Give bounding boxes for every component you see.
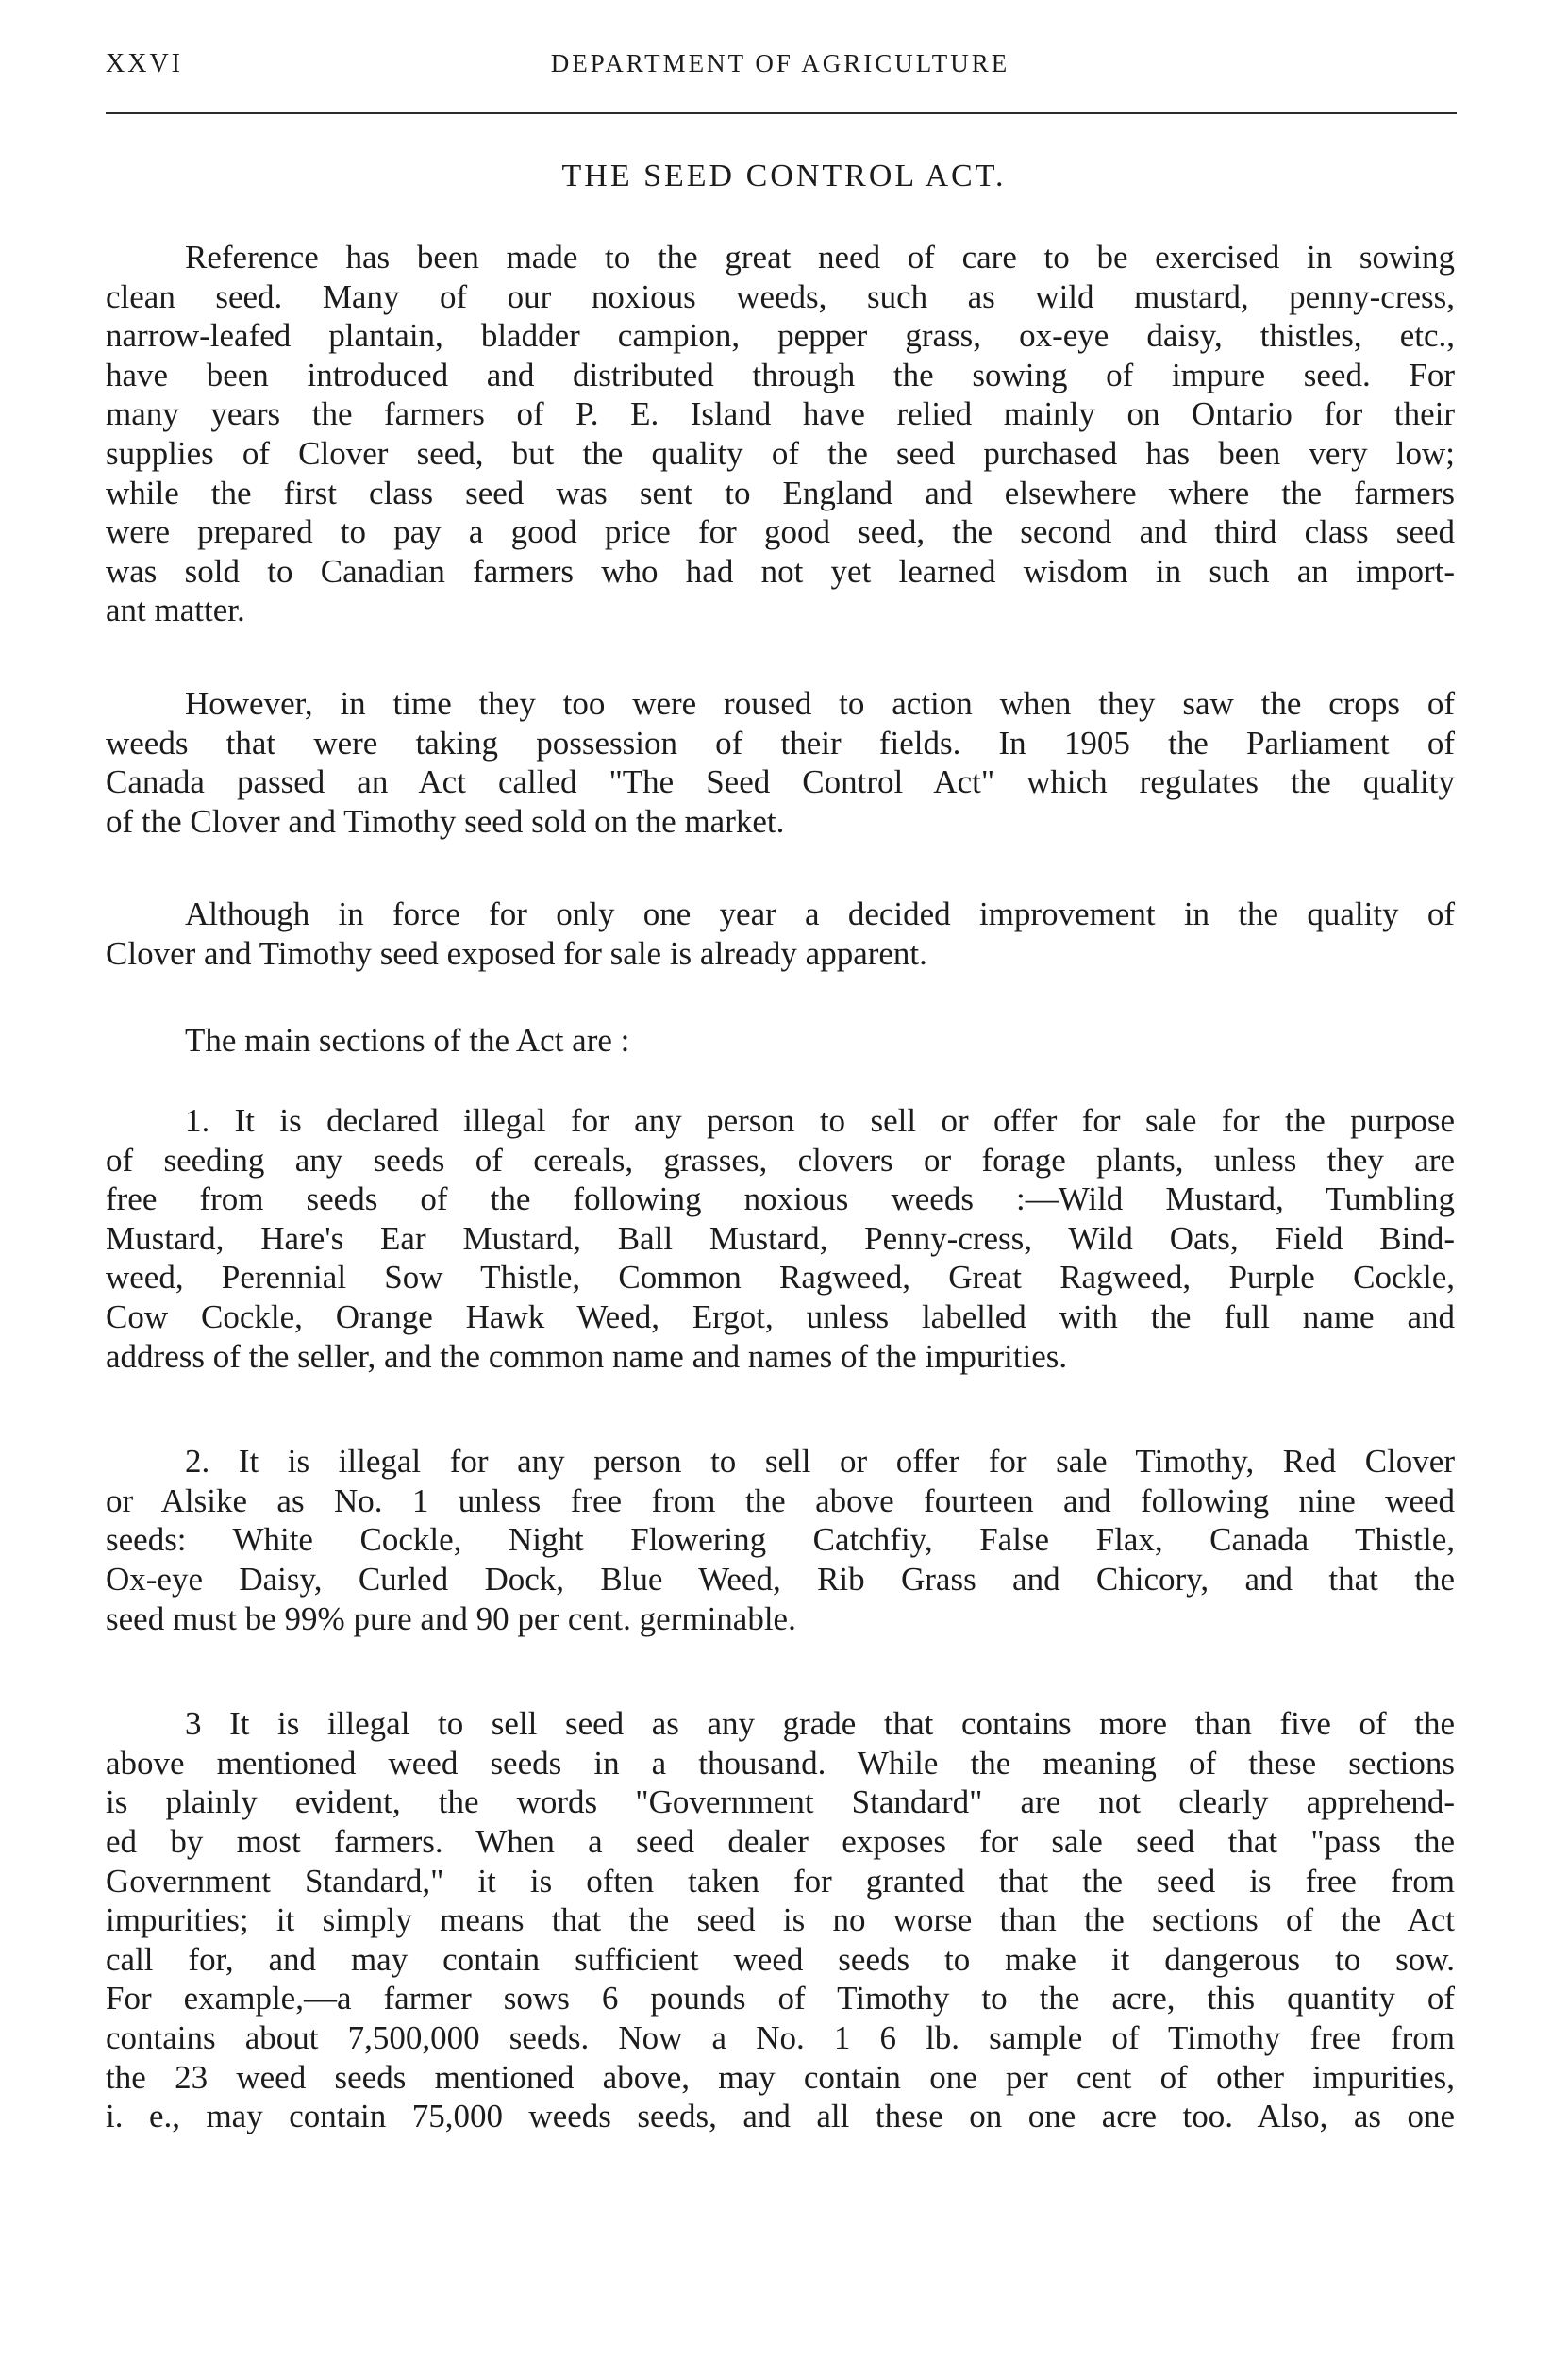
text-line: ed by most farmers. When a seed dealer exposes for sale seed that "pass the <box>106 1823 1455 1860</box>
text-line: above mentioned weed seeds in a thousand. While the meaning of these sections <box>106 1744 1455 1782</box>
text-line: contains about 7,500,000 seeds. Now a No. 1 6 lb. sample of Timothy free from <box>106 2018 1455 2056</box>
header-rule <box>106 112 1457 114</box>
text-line: of the Clover and Timothy seed sold on the market. <box>106 802 785 840</box>
text-line: supplies of Clover seed, but the quality of the seed purchased has been very low; <box>106 434 1455 472</box>
running-head: DEPARTMENT OF AGRICULTURE <box>550 49 1010 77</box>
text-line: clean seed. Many of our noxious weeds, such as wild mustard, penny-cress, <box>106 277 1455 315</box>
section-3 <box>106 1704 1455 2136</box>
text-line: narrow-leafed plantain, bladder campion, pepper grass, ox-eye daisy, thistles, etc., <box>106 317 1455 355</box>
section-2 <box>106 1442 1455 1638</box>
text-line: ant matter. <box>106 592 245 629</box>
text-line: was sold to Canadian farmers who had not yet learned wisdom in such an import- <box>106 552 1455 590</box>
page-header <box>106 49 1455 96</box>
text-line: or Alsike as No. 1 unless free from the above fourteen and following nine weed <box>106 1481 1455 1519</box>
text-line: Although in force for only one year a decided improvement in the quality of <box>185 895 1455 933</box>
text-line: Canada passed an Act called "The Seed Control Act" which regulates the quality <box>106 763 1455 801</box>
text-line: address of the seller, and the common name and names of the impurities. <box>106 1337 1068 1375</box>
text-line: were prepared to pay a good price for good seed, the second and third class seed <box>106 513 1455 551</box>
text-line: However, in time they too were roused to action when they saw the crops of <box>185 684 1455 722</box>
text-line: is plainly evident, the words "Government Standard" are not clearly apprehend- <box>106 1783 1455 1821</box>
text-line: free from seeds of the following noxious weeds :—Wild Mustard, Tumbling <box>106 1180 1455 1218</box>
text-line: The main sections of the Act are : <box>185 1021 630 1059</box>
text-line: Clover and Timothy seed exposed for sale is already apparent. <box>106 934 927 972</box>
paragraph-intro <box>106 238 1455 630</box>
text-line: many years the farmers of P. E. Island have relied mainly on Ontario for their <box>106 395 1455 433</box>
section-title: THE SEED CONTROL ACT. <box>561 159 1007 193</box>
text-line: weed, Perennial Sow Thistle, Common Ragweed, Great Ragweed, Purple Cockle, <box>106 1259 1455 1297</box>
text-line: seed must be 99% pure and 90 per cent. germinable. <box>106 1599 796 1637</box>
text-line: 1. It is declared illegal for any person to sell or offer for sale for the purpose <box>185 1102 1455 1140</box>
text-line: the 23 weed seeds mentioned above, may contain one per cent of other impurities, <box>106 2058 1455 2096</box>
text-line: while the first class seed was sent to England and elsewhere where the farmers <box>106 474 1455 511</box>
text-line: 3 It is illegal to sell seed as any grade that contains more than five of the <box>185 1705 1455 1743</box>
text-line: Ox-eye Daisy, Curled Dock, Blue Weed, Rib Grass and Chicory, and that the <box>106 1561 1455 1598</box>
paragraph-sections-intro <box>106 1021 1455 1061</box>
body-text <box>106 238 1455 2136</box>
text-line: seeds: White Cockle, Night Flowering Catchfiy, False Flax, Canada Thistle, <box>106 1521 1455 1559</box>
section-1 <box>106 1101 1455 1376</box>
paragraph-improvement <box>106 895 1455 973</box>
text-line: i. e., may contain 75,000 weeds seeds, and all these on one acre too. Also, as one <box>106 2098 1455 2135</box>
text-line: Cow Cockle, Orange Hawk Weed, Ergot, unless labelled with the full name and <box>106 1298 1455 1336</box>
text-line: weeds that were taking possession of their fields. In 1905 the Parliament of <box>106 724 1455 762</box>
text-line: Government Standard," it is often taken for granted that the seed is free from <box>106 1862 1455 1900</box>
text-line: call for, and may contain sufficient weed seeds to make it dangerous to sow. <box>106 1940 1455 1978</box>
page-number: XXVI <box>106 49 183 78</box>
text-line: 2. It is illegal for any person to sell or offer for sale Timothy, Red Clover <box>185 1443 1455 1481</box>
text-line: impurities; it simply means that the seed is no worse than the sections of the Act <box>106 1901 1455 1939</box>
text-line: Mustard, Hare's Ear Mustard, Ball Mustard, Penny-cress, Wild Oats, Field Bind- <box>106 1219 1455 1257</box>
text-line: Reference has been made to the great need of care to be exercised in sowing <box>185 239 1455 276</box>
text-line: of seeding any seeds of cereals, grasses, clovers or forage plants, unless they are <box>106 1141 1455 1179</box>
paragraph-history <box>106 684 1455 841</box>
text-line: have been introduced and distributed through the sowing of impure seed. For <box>106 356 1455 393</box>
text-line: For example,—a farmer sows 6 pounds of Timothy to the acre, this quantity of <box>106 1980 1455 2017</box>
